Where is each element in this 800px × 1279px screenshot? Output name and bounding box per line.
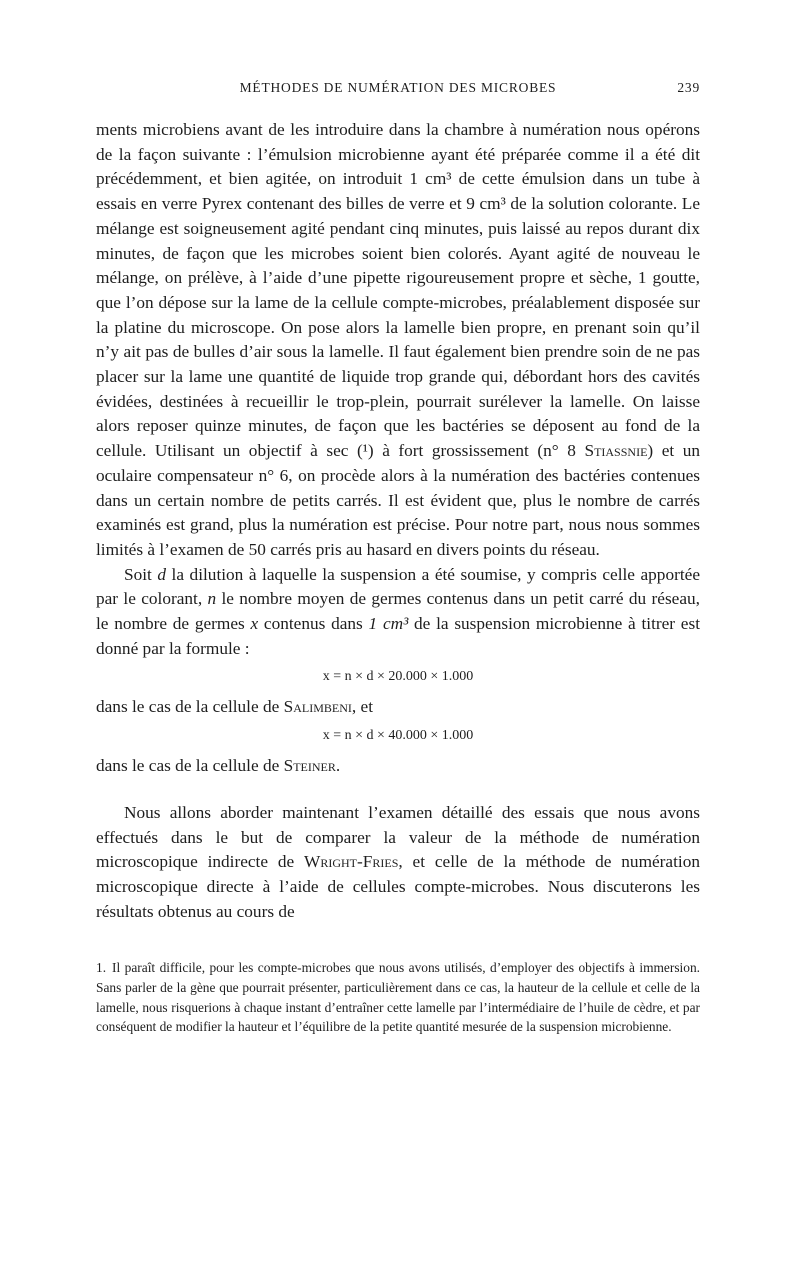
paragraph-2	[96, 563, 700, 662]
text-run: dans le cas de la cellule de	[96, 756, 284, 776]
line-steiner	[96, 754, 700, 779]
book-page	[96, 80, 700, 1037]
section-gap	[96, 779, 700, 801]
author-steiner: Steiner	[283, 756, 336, 776]
text-run: Nous allons aborder maintenant l’examen détaillé des essais que nous avons effectués dans le but de comparer la valeur de la méthode de numération microscopique indirecte de	[96, 802, 700, 872]
formula-steiner: x = n × d × 40.000 × 1.000	[322, 728, 474, 744]
footnote-text: Il paraît difficile, pour les compte-microbes que nous avons utilisés, d’employer des objectifs à immersion. Sans parler de la gène que pourrait présenter, particulièrement dans ce cas, la hauteur de la cellule et celle de la lamelle, nous risquerions à chaque instant d’entraîner cette lamelle par l’intermédiaire de l’huile de cèdre, et par conséquent de modifier la hauteur et l’équilibre de la petite quantité mesurée de la suspension microbienne.	[96, 960, 700, 1035]
text-run: de la suspension microbienne à titrer est donné par la formule :	[96, 614, 701, 658]
var-d: d	[157, 564, 167, 584]
running-title: MÉTHODES DE NUMÉRATION DES MICROBES	[239, 80, 557, 95]
var-n: n	[207, 589, 217, 609]
author-salimbeni: Salimbeni	[283, 697, 352, 717]
author-stiassnie: Stiassnie	[584, 441, 648, 461]
text-run: la dilution à laquelle la suspension a été soumise, y compris celle apportée par le colorant,	[96, 564, 700, 609]
text-run: Soit	[124, 564, 158, 584]
line-salimbeni	[96, 695, 700, 720]
footnote	[96, 958, 700, 1036]
unit-cm3: 1 cm³	[368, 614, 409, 634]
paragraph-1	[96, 118, 700, 563]
body-text	[96, 118, 700, 924]
text-run: , et celle de la méthode de numération microscopique directe à l’aide de cellules compte-microbes. Nous discuterons les résultats obtenus au cours de	[96, 852, 700, 921]
formula-salimbeni: x = n × d × 20.000 × 1.000	[322, 669, 474, 685]
text-run: dans le cas de la cellule de	[96, 697, 284, 717]
text-run: contenus dans	[258, 614, 369, 634]
author-wright-fries: Wright-Fries	[304, 852, 399, 872]
page-number: 239	[677, 80, 700, 95]
paragraph-1-text: ments microbiens avant de les introduire dans la chambre à numération nous opérons de la façon suivante : l’émulsion microbienne ayant été préparée comme il a été dit précédemment, et bien agitée, on introduit 1 cm³ de cette émulsion dans un tube à essais en verre Pyrex contenant des billes de verre et 9 cm³ de la solution colorante. Le mélange est soigneusement agité pendant cinq minutes, puis laissé au repos durant dix minutes, de façon que les microbes soient bien colorés. Ayant agité de nouveau le mélange, on prélève, à l’aide d’une pipette rigoureusement propre et sèche, 1 goutte, que l’on dépose sur la lame de la cellule compte-microbes, préalablement disposée sur la platine du microscope. On pose alors la lamelle bien propre, en prenant soin qu’il n’y ait pas de bulles d’air sous la lamelle. Il faut également bien prendre soin de ne pas placer sur la lame une quantité de liquide trop grande qui, débordant hors des cavités évidées, destinées à recueillir le trop-plein, pourrait surélever la lamelle. On laisse alors reposer quinze minutes, de façon que les bactéries se déposent au fond de la cellule. Utilisant un objectif à sec (¹) à fort grossissement (n° 8	[96, 120, 700, 461]
text-run: .	[335, 756, 341, 776]
paragraph-3	[96, 801, 700, 925]
paragraph-1-end: ) et un oculaire compensateur n° 6, on procède alors à la numération des bactéries contenues dans un certain nombre de petits carrés. Il est évident que, plus le nombre de carrés examinés est grand, plus la numération est précise. Pour notre part, nous nous sommes limités à l’examen de 50 carrés pris au hasard en divers points du réseau.	[96, 441, 701, 559]
text-run: le nombre moyen de germes contenus dans un petit carré du réseau, le nombre de germes	[96, 589, 700, 634]
running-head	[96, 80, 700, 104]
footnote-number: 1.	[96, 960, 107, 976]
var-x: x	[250, 614, 259, 634]
text-run: , et	[351, 697, 374, 717]
